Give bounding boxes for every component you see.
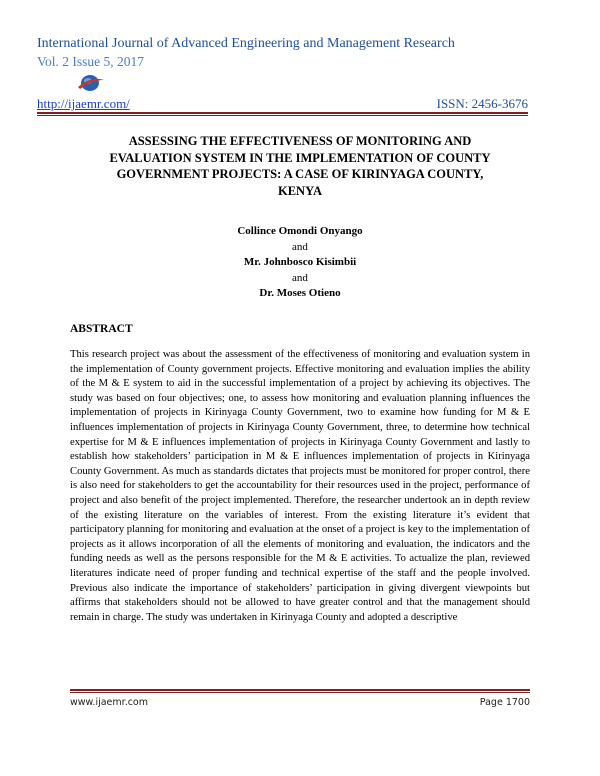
page-number: Page 1700 <box>479 697 530 708</box>
author-name: Collince Omondi Onyango <box>237 225 363 237</box>
footer-url: www.ijaemr.com <box>70 697 148 708</box>
header-divider-thin <box>37 115 528 116</box>
author-separator: and <box>292 271 308 284</box>
paper-title-line: EVALUATION SYSTEM IN THE IMPLEMENTATION OF COUNTY <box>109 150 491 165</box>
author-separator: and <box>292 240 308 253</box>
paper-title <box>80 133 520 199</box>
journal-volume: Vol. 2 Issue 5, 2017 <box>37 54 145 69</box>
author-name: Mr. Johnbosco Kisimbii <box>243 256 357 268</box>
footer-divider-thin <box>70 692 530 693</box>
footer-divider <box>70 689 530 691</box>
author-block <box>100 224 500 302</box>
header-divider <box>37 112 528 114</box>
abstract-text: This research project was about the assessment of the effectiveness of monitoring and evaluation system in the implementation of County government projects. Effective monitoring and evaluation implies the ability of the M & E system to aid in the successful implementation of a project by achieving its objectives. The study was based on four objectives; one, to assess how monitoring and evaluation planning influences the implementation of projects in Kirinyaga County Government, two to examine how funding for M & E influences implementation of projects in Kirinyaga County Government, three, to determine how technical expertise for M & E influences implementation of projects in Kirinyaga County Government and lastly to establish how stakeholders’ participation in M & E influences implementation of projects in Kirinyaga County Government. As much as standards dictates that projects must be monitored for proper control, there is also need for stakeholders to get the accountability for their resources used in the project, performance of project and also benefit of the project implemented. Therefore, the researcher undertook an in depth review of the existing literature on the variables of interest. From the existing literature it’s evident that participatory planning for monitoring and evaluation at the onset of a project is key to the implementation of projects as it allows incorporation of all the elements of monitoring and evaluation, the indicators and the funding needs as well as the persons responsible for the M & E activities. To actualize the plan, reviewed literatures indicate need of proper funding and technical expertise of the staff and the people involved. Previous also indicate the importance of stakeholders’ participation in giving divergent viewpoints but affirms that stakeholders should not be allowed to have greater control and that the management should remain in charge. The study was undertaken in Kirinyaga County and adopted a descriptive <box>70 349 530 623</box>
journal-title: International Journal of Advanced Engineering and Management Research <box>37 36 455 51</box>
abstract-heading: ABSTRACT <box>70 323 133 335</box>
globe-swoosh-logo-icon <box>77 72 105 94</box>
author-name: Dr. Moses Otieno <box>259 287 341 299</box>
paper-title-line: ASSESSING THE EFFECTIVENESS OF MONITORING AND <box>128 134 472 148</box>
paper-title-line: GOVERNMENT PROJECTS: A CASE OF KIRINYAGA COUNTY, <box>116 167 484 181</box>
journal-url-link[interactable]: http://ijaemr.com/ <box>37 96 130 111</box>
issn-label: ISSN: 2456-3676 <box>436 96 528 111</box>
paper-title-line: KENYA <box>278 183 322 198</box>
